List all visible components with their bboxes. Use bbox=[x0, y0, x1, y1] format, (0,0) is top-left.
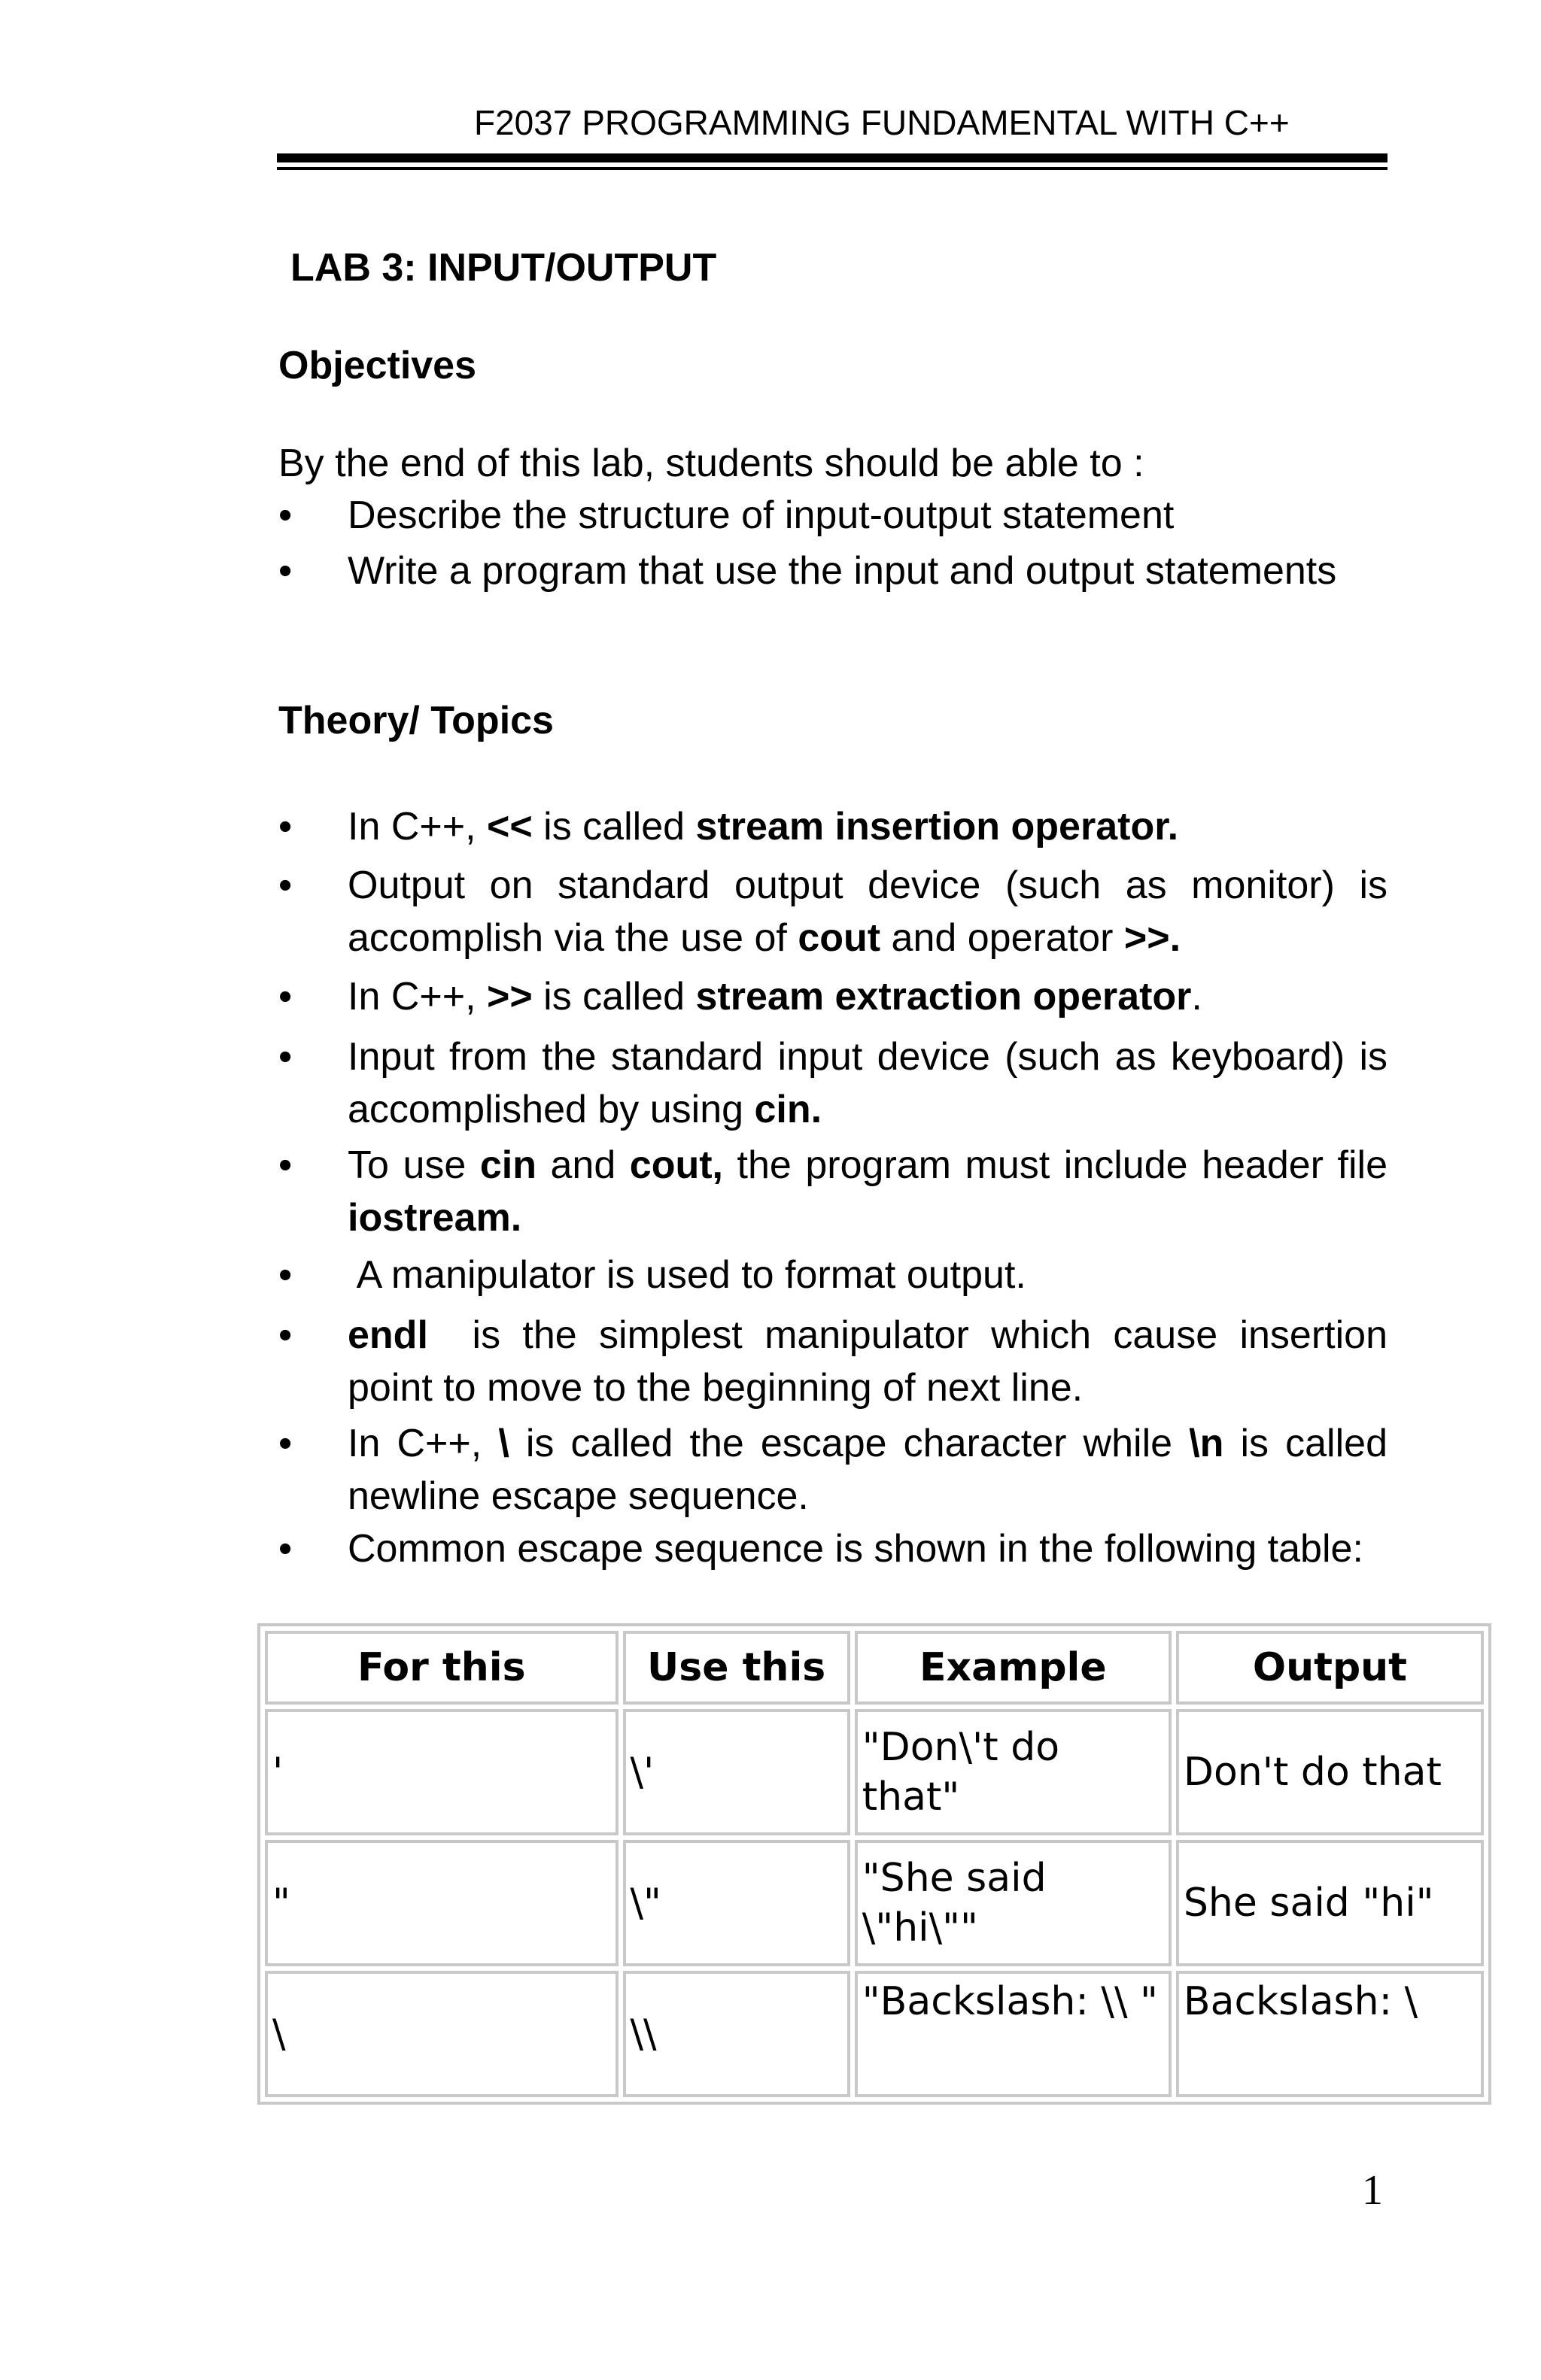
bullet-icon: • bbox=[278, 1035, 293, 1079]
bullet-icon: • bbox=[278, 1143, 293, 1187]
bullet-icon: • bbox=[278, 1527, 293, 1571]
table-cell: "She said \"hi\"" bbox=[855, 1840, 1172, 1966]
table-cell: "Backslash: \\ " bbox=[855, 1971, 1172, 2097]
table-row bbox=[265, 1840, 1484, 1966]
objective-item: • Write a program that use the input and output statements bbox=[278, 545, 1388, 597]
escape-sequence-table bbox=[257, 1623, 1491, 2105]
table-header-row bbox=[265, 1631, 1484, 1705]
table-cell: \\ bbox=[623, 1971, 850, 2097]
bullet-icon: • bbox=[278, 493, 293, 537]
objectives-intro: By the end of this lab, students should be able to : bbox=[278, 442, 1144, 485]
objective-item: • Describe the structure of input-output statement bbox=[278, 489, 1388, 542]
column-header: Example bbox=[855, 1631, 1172, 1705]
lab-title: LAB 3: INPUT/OUTPUT bbox=[290, 246, 717, 290]
column-header: Use this bbox=[623, 1631, 850, 1705]
theory-item: • A manipulator is used to format output. bbox=[278, 1249, 1388, 1301]
theory-item: • In C++, \ is called the escape character while \n is called newline escape sequence. bbox=[278, 1417, 1388, 1522]
theory-item: • endl is the simplest manipulator which cause insertion point to move to the beginning of next line. bbox=[278, 1309, 1388, 1414]
theory-item: • In C++, >> is called stream extraction operator. bbox=[278, 970, 1388, 1023]
header-rule-thin bbox=[277, 167, 1388, 170]
course-header: F2037 PROGRAMMING FUNDAMENTAL WITH C++ bbox=[474, 103, 1290, 142]
table-cell: She said "hi" bbox=[1176, 1840, 1484, 1966]
table-cell: Backslash: \ bbox=[1176, 1971, 1484, 2097]
theory-item: • Input from the standard input device (such as keyboard) is accomplished by using cin. bbox=[278, 1031, 1388, 1136]
table-cell: \" bbox=[623, 1840, 850, 1966]
table-cell: ' bbox=[265, 1709, 619, 1835]
objectives-heading: Objectives bbox=[278, 344, 477, 387]
column-header: For this bbox=[265, 1631, 619, 1705]
table-row bbox=[265, 1971, 1484, 2097]
bullet-icon: • bbox=[278, 805, 293, 848]
theory-item: • Common escape sequence is shown in the following table: bbox=[278, 1522, 1388, 1575]
table-cell: Don't do that bbox=[1176, 1709, 1484, 1835]
table-cell: \' bbox=[623, 1709, 850, 1835]
page-number: 1 bbox=[1362, 2167, 1383, 2214]
table-row bbox=[265, 1709, 1484, 1835]
theory-item: • In C++, << is called stream insertion operator. bbox=[278, 800, 1388, 853]
header-rule-thick bbox=[277, 153, 1388, 162]
table-cell: " bbox=[265, 1840, 619, 1966]
column-header: Output bbox=[1176, 1631, 1484, 1705]
theory-item: • To use cin and cout, the program must include header file iostream. bbox=[278, 1139, 1388, 1244]
bullet-icon: • bbox=[278, 549, 293, 593]
bullet-icon: • bbox=[278, 1253, 293, 1297]
table-cell: \ bbox=[265, 1971, 619, 2097]
theory-heading: Theory/ Topics bbox=[278, 699, 554, 742]
bullet-icon: • bbox=[278, 864, 293, 907]
table-cell: "Don\'t do that" bbox=[855, 1709, 1172, 1835]
theory-item: • Output on standard output device (such as monitor) is accomplish via the use of cout and operator >>. bbox=[278, 859, 1388, 964]
bullet-icon: • bbox=[278, 975, 293, 1018]
bullet-icon: • bbox=[278, 1422, 293, 1465]
bullet-icon: • bbox=[278, 1313, 293, 1357]
